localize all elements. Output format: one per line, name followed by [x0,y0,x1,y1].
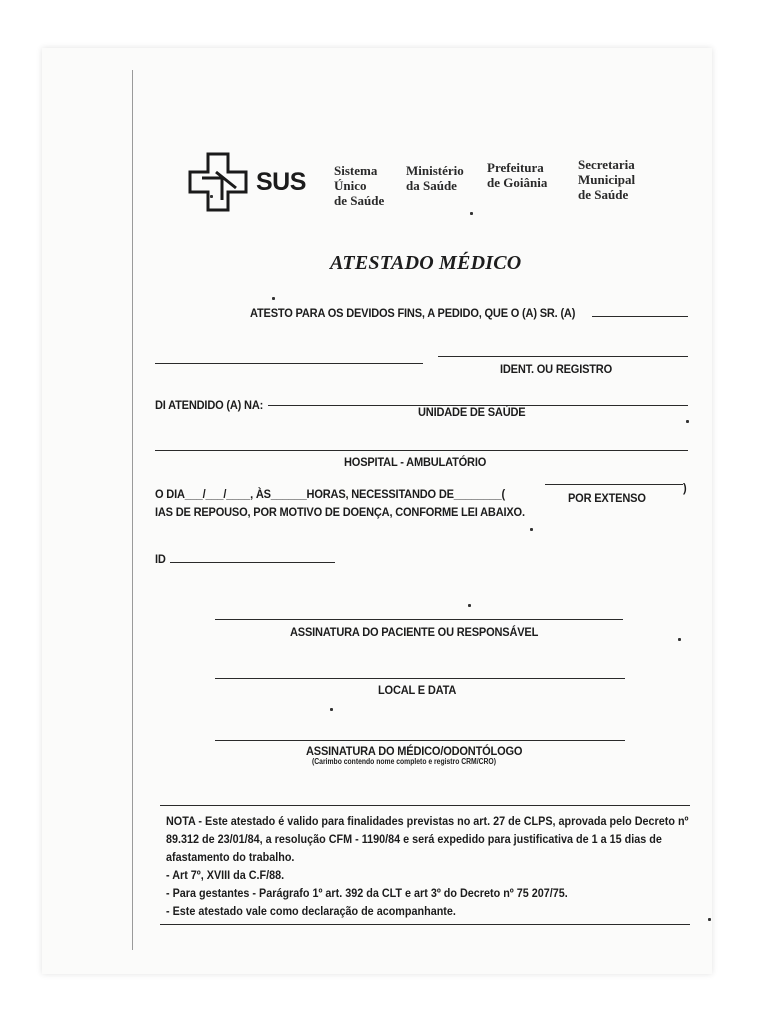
local-data-line[interactable] [215,678,625,679]
signature-patient-line[interactable] [215,619,623,620]
scan-speck [210,195,213,198]
scan-speck [272,297,275,300]
scan-speck [468,604,471,607]
margin-line [132,70,133,950]
patient-name-field[interactable] [592,316,688,317]
dia-horas-line: O DIA___/___/____, ÀS______HORAS, NECESSITANDO DE________( [155,487,505,501]
header-org-prefeitura: Prefeitura de Goiânia [487,160,548,190]
scan-speck [686,420,689,423]
scan-speck [470,212,473,215]
local-data-label: LOCAL E DATA [378,683,457,697]
nota-line: - Art 7º, XVIII da C.F/88. [166,868,285,882]
cid-field[interactable] [170,562,335,563]
sus-cross-logo-icon [188,152,250,214]
scan-speck [530,528,533,531]
signature-doctor-line[interactable] [215,740,625,741]
hospital-label: HOSPITAL - AMBULATÓRIO [344,455,487,469]
signature-patient-label: ASSINATURA DO PACIENTE OU RESPONSÁVEL [290,625,539,639]
patient-name-field-cont[interactable] [155,363,423,364]
scan-speck [678,638,681,641]
ident-label: IDENT. OU REGISTRO [500,362,613,376]
header-org-secretaria: Secretaria Municipal de Saúde [578,157,636,202]
scan-speck [330,708,333,711]
por-extenso-label: POR EXTENSO [568,491,646,505]
nota-line: NOTA - Este atestado é valido para finalidades previstas no art. 27 de CLPS, aprovada pelo Decreto nº [166,814,689,828]
atendido-label: DI ATENDIDO (A) NA: [155,398,264,412]
document-title: ATESTADO MÉDICO [330,252,522,274]
nota-line: 89.312 de 23/01/84, a resolução CFM - 1190/84 e será expedido para justificativa de 1 a 15 dias de [166,832,662,846]
unidade-label: UNIDADE DE SAÚDE [418,405,526,419]
hospital-field[interactable] [155,450,688,451]
repouso-line: IAS DE REPOUSO, POR MOTIVO DE DOENÇA, CONFORME LEI ABAIXO. [155,505,525,519]
header-org-ministerio: Ministério da Saúde [406,163,464,193]
header-org-sus: Sistema Único de Saúde [334,163,385,208]
nota-line: - Este atestado vale como declaração de acompanhante. [166,904,456,918]
carimbo-note: (Carimbo contendo nome completo e registro CRM/CRO) [312,757,496,766]
por-extenso-field[interactable] [545,484,683,485]
paren-close: ) [683,481,687,495]
ident-field[interactable] [438,356,688,357]
cid-label: ID [155,552,166,566]
nota-line: - Para gestantes - Parágrafo 1º art. 392 da CLT e art 3º do Decreto nº 75 207/75. [166,886,568,900]
signature-doctor-label: ASSINATURA DO MÉDICO/ODONTÓLOGO [306,744,523,758]
nota-text [166,812,689,920]
atesto-label: ATESTO PARA OS DEVIDOS FINS, A PEDIDO, QUE O (A) SR. (A) [250,306,576,320]
scan-speck [708,918,711,921]
sus-logo-text: SUS [256,168,306,196]
nota-line: afastamento do trabalho. [166,850,295,864]
